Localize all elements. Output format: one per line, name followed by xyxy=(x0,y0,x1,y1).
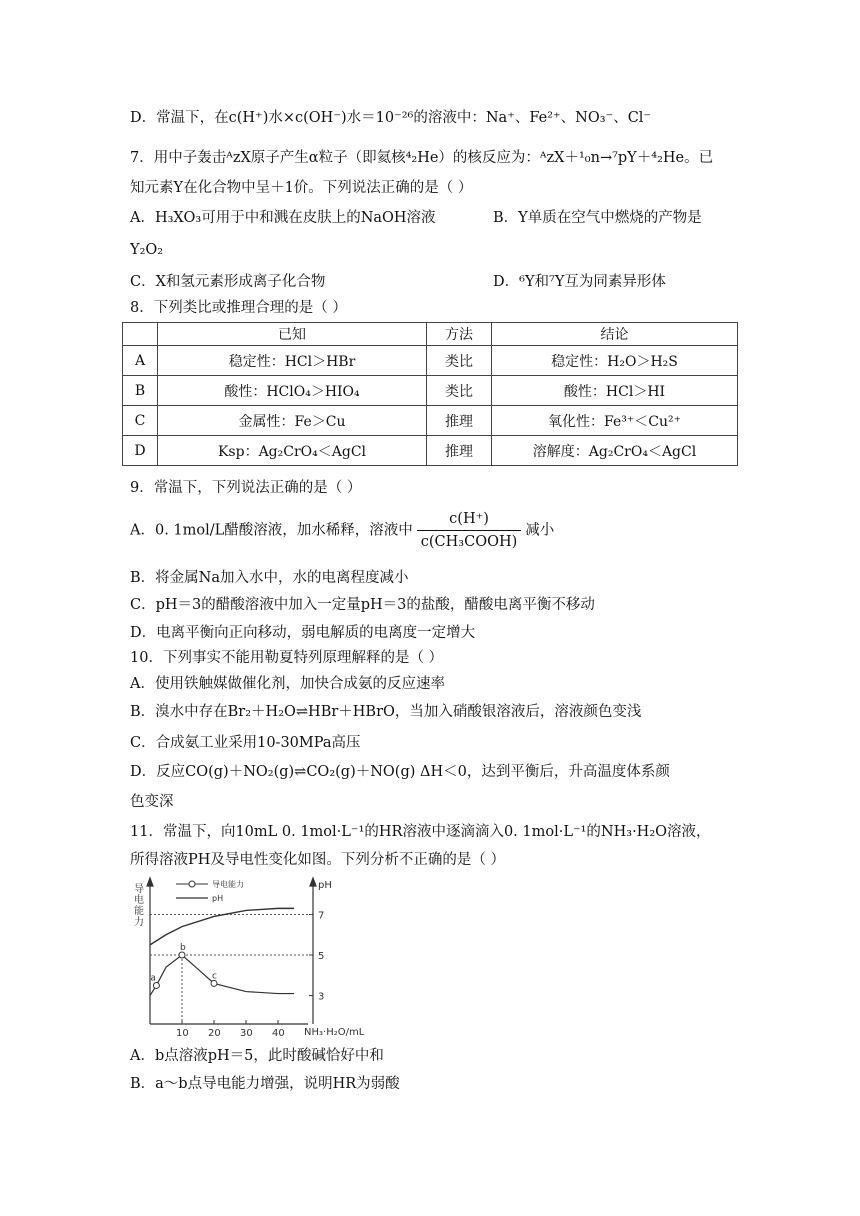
table-row xyxy=(123,346,738,376)
table-cell: 类比 xyxy=(427,346,492,376)
q7-stem-line1: 7．用中子轰击ᴬzX原子产生α粒子（即氦核⁴₂He）的核反应为：ᴬzX＋¹₀n→⁷pY＋⁴₂He。已 xyxy=(130,150,714,166)
table-header-cell: 方法 xyxy=(427,323,492,346)
table-cell: D xyxy=(123,436,158,466)
q11-stem-line1: 11．常温下，向10mL 0. 1mol·L⁻¹的HR溶液中逐滴滴入0. 1mol·L⁻¹的NH₃·H₂O溶液， xyxy=(130,824,711,840)
point-label: a xyxy=(150,973,156,984)
table-row xyxy=(123,436,738,466)
fraction-denominator: c(CH₃COOH) xyxy=(420,534,518,550)
x-tick-label: 10 xyxy=(176,1028,189,1039)
conductivity-series-line xyxy=(150,955,294,996)
point-label: b xyxy=(180,943,186,954)
chart-frame xyxy=(147,878,316,1024)
chart-marks xyxy=(150,908,324,1039)
table-cell: 酸性：HClO₄＞HIO₄ xyxy=(158,376,427,406)
q10-option-b: B．溴水中存在Br₂＋H₂O⇌HBr＋HBrO，当加入硝酸银溶液后，溶液颜色变浅 xyxy=(130,704,642,720)
x-tick-label: 30 xyxy=(240,1028,253,1039)
x-tick-label: 20 xyxy=(208,1028,221,1039)
table-header-row xyxy=(123,323,738,346)
xlabel: NH₃·H₂O/mL xyxy=(304,1027,365,1038)
ylabel-right: pH xyxy=(318,880,332,891)
point-label: c xyxy=(212,971,217,982)
y-tick-label: 5 xyxy=(318,951,325,963)
q10-option-c: C．合成氨工业采用10-30MPa高压 xyxy=(130,735,361,751)
q8-table xyxy=(122,322,738,466)
table-cell: 推理 xyxy=(427,436,492,466)
legend-label-conductivity: 导电能力 xyxy=(212,880,244,889)
q10-option-d: D．反应CO(g)＋NO₂(g)⇌CO₂(g)＋NO(g) ΔH＜0，达到平衡后，升高温度体系颜 xyxy=(130,764,670,780)
table-cell: Ksp：Ag₂CrO₄＜AgCl xyxy=(158,436,427,466)
q9-option-b: B．将金属Na加入水中，水的电离程度减小 xyxy=(130,570,409,586)
q6-option-d: D．常温下，在c(H⁺)水×c(OH⁻)水＝10⁻²⁶的溶液中：Na⁺、Fe²⁺、NO₃⁻、Cl⁻ xyxy=(130,110,652,126)
ylabel-left: 导电能力 xyxy=(134,884,144,928)
q10-option-d-cont: 色变深 xyxy=(130,794,174,810)
q7-option-c: C．X和氢元素形成离子化合物 xyxy=(130,274,326,290)
concentration-fraction xyxy=(417,508,522,553)
q11-option-b: B．a～b点导电能力增强，说明HR为弱酸 xyxy=(130,1076,400,1092)
y-tick-label: 7 xyxy=(318,910,325,922)
table-row xyxy=(123,376,738,406)
q10-option-a: A．使用铁触媒做催化剂，加快合成氨的反应速率 xyxy=(130,676,445,692)
y-tick-label: 3 xyxy=(318,991,325,1003)
table-header-cell: 结论 xyxy=(492,323,738,346)
table-cell: 酸性：HCl＞HI xyxy=(492,376,738,406)
table-header-cell: 已知 xyxy=(158,323,427,346)
ph-series-line xyxy=(150,908,294,945)
table-header-cell xyxy=(123,323,158,346)
q7-option-d: D．⁶Y和⁷Y互为同素异形体 xyxy=(493,274,666,290)
q10-stem: 10．下列事实不能用勒夏特列原理解释的是（ ） xyxy=(130,650,444,666)
q11-option-a: A．b点溶液pH＝5，此时酸碱恰好中和 xyxy=(130,1048,384,1064)
q9-option-c: C．pH＝3的醋酸溶液中加入一定量pH＝3的盐酸，醋酸电离平衡不移动 xyxy=(130,597,595,613)
conductivity-ph-chart xyxy=(128,874,378,1040)
q7-option-b: B．Y单质在空气中燃烧的产物是 xyxy=(493,210,702,226)
q9-option-a xyxy=(130,508,554,553)
right-axis-arrow xyxy=(310,878,316,886)
table-cell: 氧化性：Fe³⁺＜Cu²⁺ xyxy=(492,406,738,436)
table-cell: B xyxy=(123,376,158,406)
table-cell: 稳定性：H₂O＞H₂S xyxy=(492,346,738,376)
q9-option-a-tail: 减小 xyxy=(525,522,555,539)
fraction-numerator: c(H⁺) xyxy=(417,508,522,531)
table-cell: 溶解度：Ag₂CrO₄＜AgCl xyxy=(492,436,738,466)
legend-label-ph: pH xyxy=(212,894,224,903)
q8-stem: 8．下列类比或推理合理的是（ ） xyxy=(130,300,347,316)
table-cell: 推理 xyxy=(427,406,492,436)
table-cell: C xyxy=(123,406,158,436)
q9-option-d: D．电离平衡向正向移动，弱电解质的电离度一定增大 xyxy=(130,625,476,641)
x-tick-label: 40 xyxy=(272,1028,285,1039)
legend-marker xyxy=(189,881,195,887)
table-row xyxy=(123,406,738,436)
legend xyxy=(176,879,244,903)
table-cell: 金属性：Fe＞Cu xyxy=(158,406,427,436)
table-cell: A xyxy=(123,346,158,376)
q7-option-a: A．H₃XO₃可用于中和溅在皮肤上的NaOH溶液 xyxy=(130,210,436,226)
table-cell: 类比 xyxy=(427,376,492,406)
left-axis-arrow xyxy=(147,878,153,886)
left-axis-label xyxy=(134,883,144,928)
q11-stem-line2: 所得溶液PH及导电性变化如图。下列分析不正确的是（ ） xyxy=(130,852,506,868)
table-cell: 稳定性：HCl＞HBr xyxy=(158,346,427,376)
q9-stem: 9．常温下，下列说法正确的是（ ） xyxy=(130,480,362,496)
q7-option-b-cont: Y₂O₂ xyxy=(130,242,164,258)
q9-option-a-text: A．0. 1mol/L醋酸溶液，加水稀释，溶液中 xyxy=(130,522,413,539)
q7-stem-line2: 知元素Y在化合物中呈＋1价。下列说法正确的是（ ） xyxy=(130,180,473,196)
